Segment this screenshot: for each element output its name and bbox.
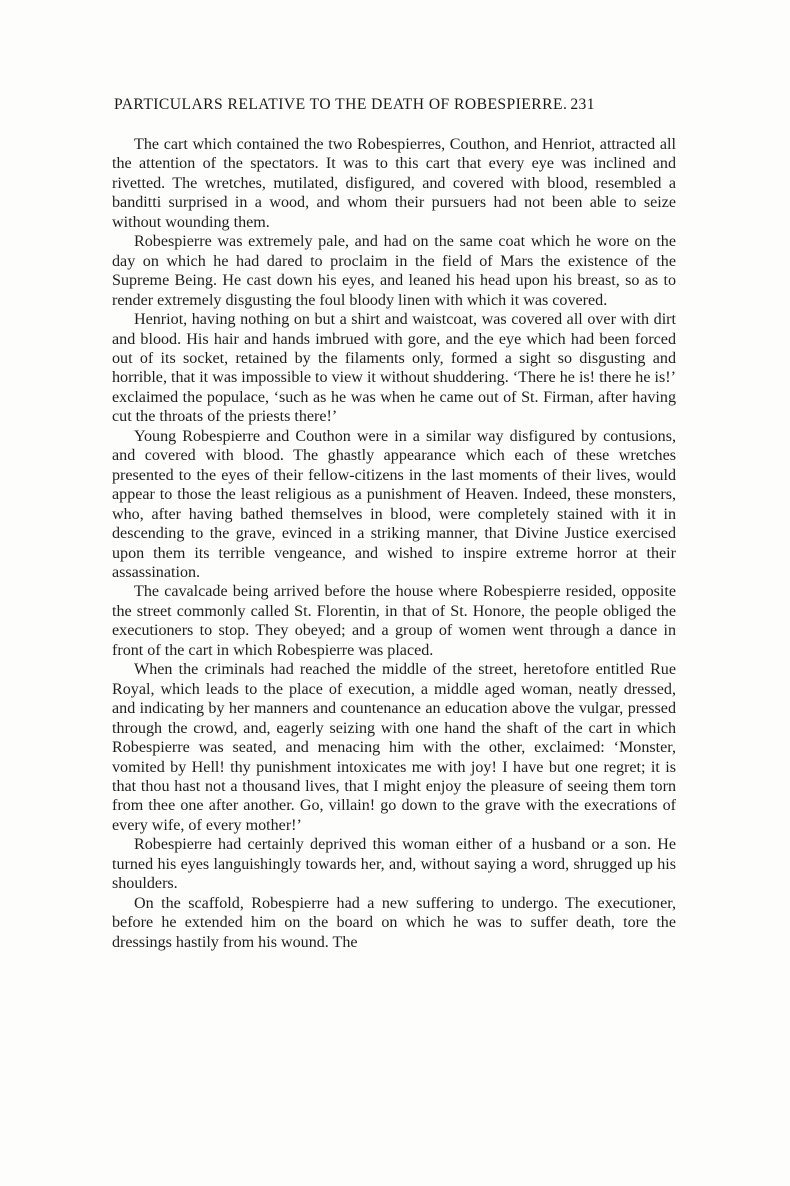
running-head-title: PARTICULARS RELATIVE TO THE DEATH OF ROBESPIERRE. <box>114 96 568 113</box>
paragraph-henriot: Henriot, having nothing on but a shirt and waistcoat, was covered all over with dirt and blood. His hair and hands imbrued with gore, and the eye which had been forced out of its socket, retained by the filaments only, formed a sight so disgusting and horrible, that it was impossible to view it without shuddering. ‘There he is! there he is!’ exclaimed the populace, ‘such as he was when he came out of St. Firman, after having cut the throats of the priests there!’ <box>112 311 676 426</box>
paragraph-cavalcade: The cavalcade being arrived before the house where Robespierre resided, opposite the street commonly called St. Florentin, in that of St. Honore, the people obliged the executioners to stop. They obeyed; and a group of women went through a dance in front of the cart in which Robespierre was placed. <box>112 583 676 659</box>
paragraph-rue-royal: When the criminals had reached the middle of the street, heretofore entitled Rue Royal, which leads to the place of execution, a middle aged woman, neatly dressed, and indicating by her manners and countenance an education above the vulgar, pressed through the crowd, and, eagerly seizing with one hand the shaft of the cart in which Robespierre was seated, and menacing him with the other, exclaimed: ‘Monster, vomited by Hell! thy punishment intoxicates me with joy! I have but one regret; it is that thou hast not a thousand lives, that I might enjoy the pleasure of seeing them torn from thee one after another. Go, villain! go down to the grave with the execrations of every wife, of every mother!’ <box>112 661 676 834</box>
paragraph-young-robespierre: Young Robespierre and Couthon were in a similar way disfigured by contusions, and covered with blood. The ghastly appearance which each of these wretches presented to the eyes of their fellow-citizens in the last moments of their lives, would appear to those the least religious as a punishment of Heaven. Indeed, these monsters, who, after having bathed themselves in blood, were completely stained with it in descending to the grave, evinced in a striking manner, that Divine Justice exercised upon them its terrible vengeance, and wished to inspire extreme horror at their assassination. <box>112 427 676 581</box>
paragraph-woman-husband: Robespierre had certainly deprived this woman either of a husband or a son. He turned his eyes languishingly towards her, and, without saying a word, shrugged up his shoulders. <box>112 836 676 893</box>
paragraph-scaffold: On the scaffold, Robespierre had a new suffering to undergo. The executioner, before he extended him on the board on which he was to suffer death, tore the dressings hastily from his wound. The <box>112 894 676 951</box>
running-head <box>114 96 674 114</box>
page-number: 231 <box>570 96 596 113</box>
paragraph-cart: The cart which contained the two Robespierres, Couthon, and Henriot, attracted all the attention of the spectators. It was to this cart that every eye was inclined and rivetted. The wretches, mutilated, disfigured, and covered with blood, resembled a banditti surprised in a wood, and whom their pursuers had not been able to seize without wounding them. <box>112 136 676 231</box>
body-text <box>112 135 676 952</box>
paragraph-robespierre-pale: Robespierre was extremely pale, and had on the same coat which he wore on the day on which he had dared to proclaim in the field of Mars the existence of the Supreme Being. He cast down his eyes, and leaned his head upon his breast, so as to render extremely disgusting the foul bloody linen with which it was covered. <box>112 233 676 309</box>
